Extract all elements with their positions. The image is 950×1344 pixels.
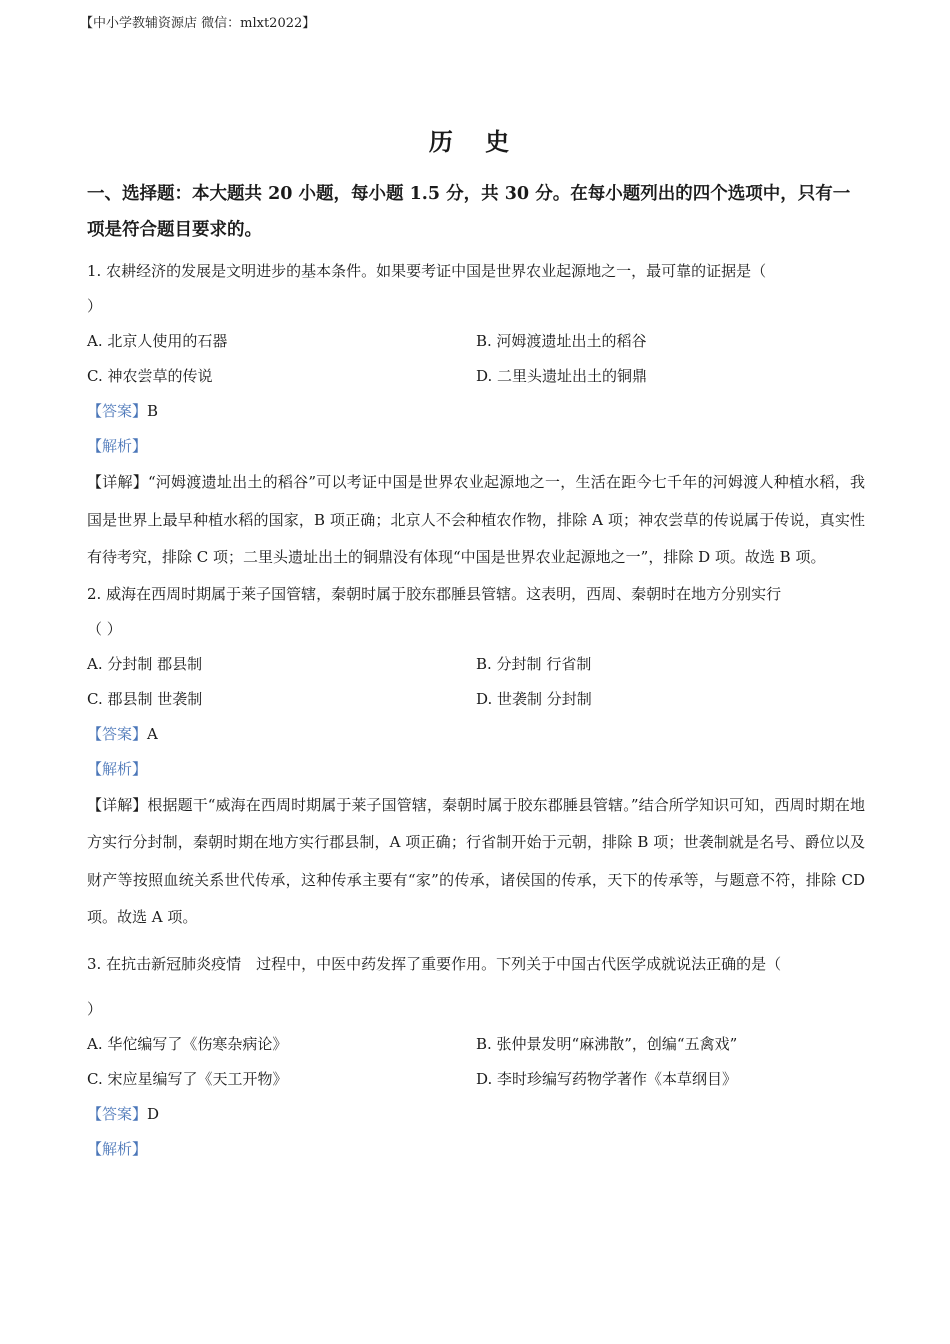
options-list <box>87 647 865 717</box>
page-title: 历 史 <box>428 127 522 156</box>
option-c: C. 宋应星编写了《天工开物》 <box>87 1069 288 1088</box>
analysis-tag: 【解析】 <box>87 759 148 778</box>
question-stem: 2. 威海在西周时期属于莱子国管辖，秦朝时属于胶东郡腄县管辖。这表明，西周、秦朝时在地方分别实行 <box>87 584 782 603</box>
options-list <box>87 1027 865 1097</box>
option-c: C. 郡县制 世袭制 <box>87 689 203 708</box>
option-d: D. 李时珍编写药物学著作《本草纲目》 <box>476 1069 738 1088</box>
question-stem-end: ） <box>87 297 103 315</box>
detail-paragraph <box>87 464 865 577</box>
question-stem-end: （ ） <box>87 619 122 638</box>
question-2 <box>87 577 865 937</box>
detail-tag: 【详解】 <box>87 473 148 491</box>
detail-tag: 【详解】 <box>87 795 148 814</box>
analysis-line <box>87 429 865 464</box>
answer-tag: 【答案】 <box>87 402 148 420</box>
option-a: A. 分封制 郡县制 <box>87 654 203 673</box>
analysis-tag: 【解析】 <box>87 1139 148 1158</box>
option-b: B. 张仲景发明“麻沸散”，创编“五禽戏” <box>476 1034 738 1053</box>
answer-value: A <box>147 724 158 743</box>
question-1 <box>87 254 865 577</box>
detail-text: “河姆渡遗址出土的稻谷”可以考证中国是世界农业起源地之一，生活在距今七千年的河姆渡人种植水稻，我国是世界上最早种植水稻的国家，B 项正确；北京人不会种植农作物，排除 A 项；神农尝草的传说属于传说，真实性有待考究，排除 C 项；二里头遗址出土的铜鼎没有体现“中国是世界农业起源地之一”，排除 D 项。故选 B 项。 <box>87 473 865 566</box>
analysis-line <box>87 752 865 787</box>
option-b: B. 河姆渡遗址出土的稻谷 <box>476 332 647 350</box>
answer-line <box>87 394 865 429</box>
question-stem: 3. 在抗击新冠肺炎疫情 过程中，中医中药发挥了重要作用。下列关于中国古代医学成就说法正确的是（ <box>87 954 782 973</box>
answer-line <box>87 1097 865 1132</box>
question-3 <box>87 947 865 1167</box>
option-d: D. 世袭制 分封制 <box>476 689 592 708</box>
answer-line <box>87 717 865 752</box>
header-note: 【中小学教辅资源店 微信：mlxt2022】 <box>80 16 316 31</box>
options-list <box>87 324 865 394</box>
answer-value: B <box>147 402 159 420</box>
option-d: D. 二里头遗址出土的铜鼎 <box>476 367 648 385</box>
answer-tag: 【答案】 <box>87 1104 148 1123</box>
document-body <box>87 176 865 1167</box>
option-c: C. 神农尝草的传说 <box>87 367 213 385</box>
analysis-line <box>87 1132 865 1167</box>
answer-value: D <box>147 1104 160 1123</box>
detail-paragraph <box>87 787 865 937</box>
question-stem: 1. 农耕经济的发展是文明进步的基本条件。如果要考证中国是世界农业起源地之一，最可靠的证据是（ <box>87 262 767 280</box>
answer-tag: 【答案】 <box>87 724 148 743</box>
option-a: A. 北京人使用的石器 <box>87 332 228 350</box>
section-heading: 一、选择题：本大题共 20 小题，每小题 1.5 分，共 30 分。在每小题列出的四个选项中，只有一项是符合题目要求的。 <box>87 184 851 240</box>
analysis-tag: 【解析】 <box>87 437 148 455</box>
option-a: A. 华佗编写了《伤寒杂病论》 <box>87 1034 288 1053</box>
detail-text: 根据题干“威海在西周时期属于莱子国管辖，秦朝时属于胶东郡腄县管辖。”结合所学知识可知，西周时期在地方实行分封制，秦朝时期在地方实行郡县制，A 项正确；行省制开始于元朝，排除 B 项；世袭制就是名号、爵位以及财产等按照血统关系世代传承，这种传承主要有“家”的传承，诸侯国的传承，天下的传承等，与题意不符，排除 CD 项。故选 A 项。 <box>87 795 865 926</box>
option-b: B. 分封制 行省制 <box>476 654 592 673</box>
question-stem-end: ） <box>87 999 103 1018</box>
